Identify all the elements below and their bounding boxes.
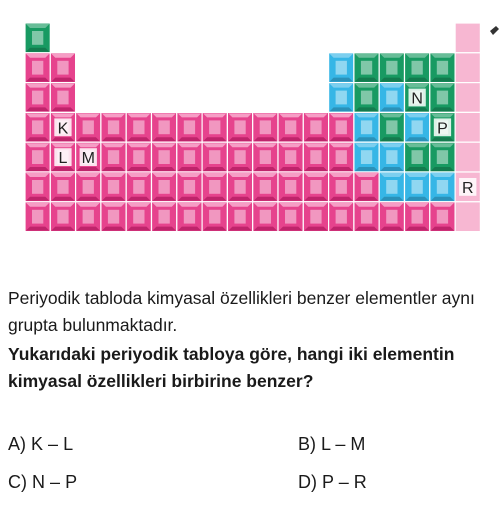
element-cell — [430, 142, 455, 172]
element-cell — [76, 112, 101, 142]
element-cell — [76, 172, 101, 202]
pen-mark-icon — [490, 26, 499, 35]
option-b-key: B) — [298, 434, 316, 454]
element-cell — [430, 172, 455, 202]
element-cell — [253, 142, 278, 172]
element-cell — [177, 112, 202, 142]
element-cell — [227, 202, 252, 232]
option-c-right: P — [65, 472, 78, 492]
question-prompt: Yukarıdaki periyodik tabloya göre, hangi iki elementin kimyasal özellikleri birbirine benzer? — [8, 344, 455, 391]
element-cell — [177, 172, 202, 202]
element-cell — [329, 83, 354, 113]
element-cell — [354, 112, 379, 142]
element-cell — [253, 112, 278, 142]
element-cell — [25, 112, 50, 142]
element-cell — [202, 142, 227, 172]
element-cell — [101, 202, 126, 232]
element-cell — [379, 202, 404, 232]
element-cell — [303, 142, 328, 172]
element-cell — [50, 53, 75, 83]
element-label-l: L — [58, 150, 68, 168]
element-cell — [303, 112, 328, 142]
element-cell — [50, 172, 75, 202]
option-c-dash: – — [50, 472, 61, 492]
element-cell — [329, 142, 354, 172]
element-label-r: R — [461, 179, 474, 197]
element-cell — [430, 83, 455, 113]
option-c-left: N — [32, 472, 46, 492]
element-cell — [227, 142, 252, 172]
element-cell — [202, 172, 227, 202]
element-cell — [430, 53, 455, 83]
element-cell — [405, 202, 430, 232]
option-a-key: A) — [8, 434, 26, 454]
option-a[interactable] — [8, 432, 73, 456]
element-cell — [455, 83, 480, 113]
element-cell — [278, 142, 303, 172]
element-cell — [455, 142, 480, 172]
element-cell — [455, 112, 480, 142]
option-a-dash: – — [48, 434, 59, 454]
element-cell — [379, 142, 404, 172]
element-cell — [405, 172, 430, 202]
option-b[interactable] — [298, 432, 365, 456]
option-d-key: D) — [298, 472, 317, 492]
option-b-dash: – — [335, 434, 346, 454]
element-cell — [76, 202, 101, 232]
element-cell — [152, 202, 177, 232]
element-cell — [177, 142, 202, 172]
element-cell — [152, 142, 177, 172]
option-d-right: R — [353, 472, 367, 492]
element-cell — [455, 202, 480, 232]
element-cell — [152, 112, 177, 142]
element-cell — [354, 53, 379, 83]
element-cell — [405, 142, 430, 172]
element-cell — [455, 23, 480, 53]
element-cell — [25, 23, 50, 53]
element-cell — [126, 112, 151, 142]
element-cell — [329, 112, 354, 142]
element-cell — [50, 202, 75, 232]
element-cell — [329, 202, 354, 232]
option-d[interactable] — [298, 470, 367, 494]
option-c[interactable] — [8, 470, 77, 494]
element-cell — [354, 202, 379, 232]
option-b-right: M — [350, 434, 366, 454]
element-label-m: M — [81, 150, 95, 168]
element-cell — [329, 53, 354, 83]
element-cell — [227, 112, 252, 142]
option-c-key: C) — [8, 472, 27, 492]
element-cell — [202, 202, 227, 232]
option-d-dash: – — [338, 472, 349, 492]
element-cell — [177, 202, 202, 232]
question-intro: Periyodik tabloda kimyasal özellikleri benzer elementler aynı grupta bulunmaktadır. — [8, 288, 475, 335]
option-a-right: L — [63, 434, 74, 454]
element-cell — [303, 202, 328, 232]
element-cell — [126, 202, 151, 232]
element-cell — [25, 172, 50, 202]
element-cell — [430, 202, 455, 232]
element-cell — [379, 112, 404, 142]
element-cell — [278, 172, 303, 202]
element-cell — [126, 172, 151, 202]
option-a-left: K — [31, 434, 44, 454]
element-cell — [126, 142, 151, 172]
element-cell — [253, 202, 278, 232]
element-cell — [101, 142, 126, 172]
element-cell — [303, 172, 328, 202]
element-cell — [25, 142, 50, 172]
element-label-k: K — [57, 120, 69, 138]
element-cell — [455, 53, 480, 83]
element-label-p: P — [437, 120, 448, 138]
element-cell — [101, 172, 126, 202]
element-cell — [227, 172, 252, 202]
element-cell — [101, 112, 126, 142]
element-cell — [379, 83, 404, 113]
element-cell — [379, 172, 404, 202]
element-cell — [354, 142, 379, 172]
element-cell — [278, 112, 303, 142]
element-cell — [202, 112, 227, 142]
element-cell — [278, 202, 303, 232]
element-cell — [25, 53, 50, 83]
element-cell — [379, 53, 404, 83]
element-cell — [354, 83, 379, 113]
element-cell — [152, 172, 177, 202]
element-cell — [354, 172, 379, 202]
element-cell — [50, 83, 75, 113]
option-d-left: P — [322, 472, 334, 492]
element-cell — [25, 83, 50, 113]
element-cell — [405, 112, 430, 142]
element-label-n: N — [411, 90, 423, 108]
element-cell — [405, 53, 430, 83]
element-cell — [329, 172, 354, 202]
option-b-left: L — [321, 434, 331, 454]
element-cell — [25, 202, 50, 232]
element-cell — [253, 172, 278, 202]
